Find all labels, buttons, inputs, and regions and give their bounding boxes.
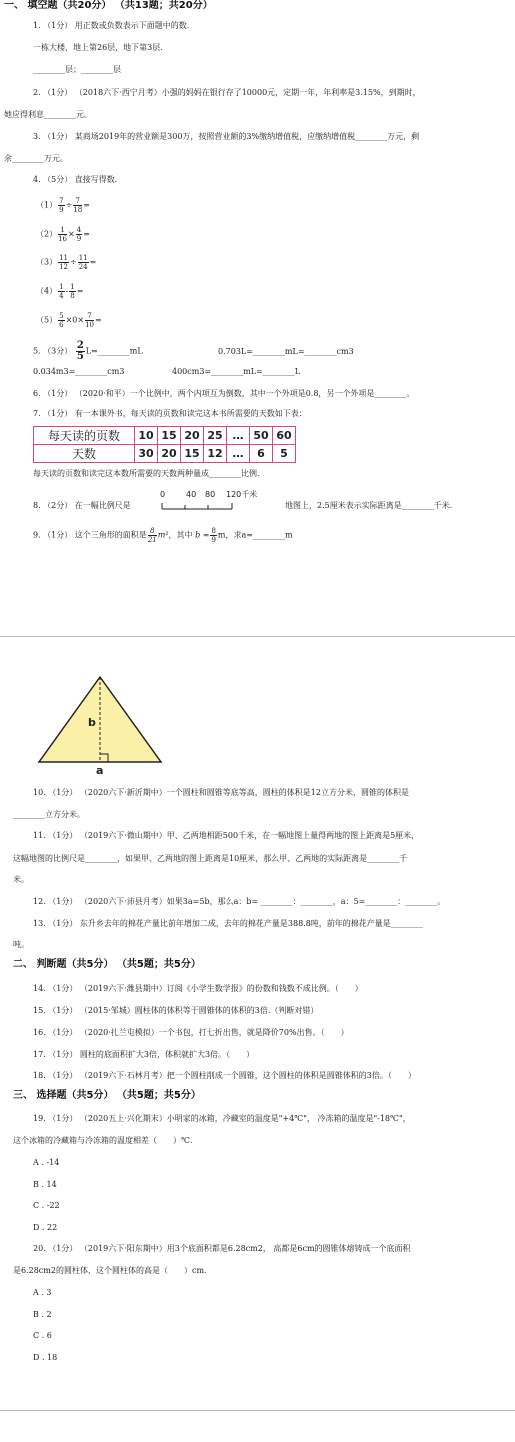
table-cell: 15 bbox=[181, 445, 204, 463]
scale-bar bbox=[160, 489, 270, 511]
table-cell: 20 bbox=[158, 445, 181, 463]
q4-item-5: （5） $\frac{5}{6}$ ×0× $\frac{7}{10}$ = bbox=[36, 312, 102, 329]
question-5-part-b: 0.703L=________mL=________cm3 bbox=[218, 347, 354, 356]
table-cell: 20 bbox=[181, 427, 204, 445]
question-7: 7. （1分） 有一本课外书，每天读的页数和读完这本书所需要的天数如下表： bbox=[33, 409, 307, 418]
question-12: 12. （1分） （2020六下·沛县月考）如果3a=5b，那么a：b= ________：________，a：5=________：________。 bbox=[33, 897, 446, 906]
table-cell: 12 bbox=[204, 445, 227, 463]
table-cell: … bbox=[227, 427, 250, 445]
question-10-cont: ________立方分米。 bbox=[13, 810, 85, 819]
question-13: 13. （1分） 东升乡去年的棉花产量比前年增加二成，去年的棉花产量是388.8吨，前年的棉花产量是________ bbox=[33, 919, 423, 928]
option-b: B . 14 bbox=[33, 1180, 57, 1189]
question-19-cont: 这个冰箱的冷藏箱与冷冻箱的温度相差（ ）℃. bbox=[13, 1136, 193, 1145]
page-divider bbox=[0, 1410, 515, 1411]
question-8: 8. （2分） 在一幅比例尺是 bbox=[33, 501, 131, 510]
question-19: 19. （1分） （2020五上·兴化期末）小明家的冰箱，冷藏室的温度是"+4℃"， 冷冻箱的温度是"-18℃"， bbox=[33, 1114, 411, 1123]
question-1-text: 一栋大楼，地上第26层，地下第3层. bbox=[33, 43, 163, 52]
question-4: 4. （5分） 直接写得数. bbox=[33, 175, 118, 184]
question-9: 9. （1分） 这个三角形的面积是 $\frac{8}{21}$ m²，其中 b = $\frac{8}{9}$ m，求a=________m bbox=[33, 527, 293, 544]
triangle-label-a: a bbox=[96, 764, 104, 777]
q4-item-3: （3） $\frac{11}{12}$ ÷ $\frac{11}{24}$ = bbox=[36, 254, 97, 271]
section-header-choice: 三、 选择题（共5分） （共5题；共5分） bbox=[13, 1090, 201, 1101]
question-2-cont: 她应得利息________元。 bbox=[4, 110, 92, 119]
table-cell: 6 bbox=[250, 445, 273, 463]
question-13-cont: 吨。 bbox=[13, 940, 29, 949]
table-cell: 60 bbox=[273, 427, 296, 445]
scale-tick-label: 40 bbox=[186, 490, 197, 499]
option-d: D . 22 bbox=[33, 1223, 58, 1232]
question-1: 1. （1分） 用正数或负数表示下面题中的数. bbox=[33, 21, 190, 30]
question-14: 14. （1分） （2019六下·潍县期中）订阅《小学生数学报》的份数和钱数不成比例。（ ） bbox=[33, 984, 363, 993]
table-row bbox=[34, 445, 296, 463]
q4-item-4: （4） $\frac{1}{4}$ - $\frac{1}{8}$ = bbox=[36, 283, 84, 300]
table-cell: 30 bbox=[135, 445, 158, 463]
section-header-fill-blank: 一、 填空题（共20分） （共13题；共20分） bbox=[4, 0, 213, 11]
question-3-cont: 余________万元。 bbox=[4, 154, 68, 163]
question-18: 18. （1分） （2019六下·石林月考）把一个圆柱削成一个圆锥，这个圆柱的体积是圆锥体积的3倍。（ ） bbox=[33, 1071, 416, 1080]
question-17: 17. （1分） 圆柱的底面积扩大3倍，体积就扩大3倍。（ ） bbox=[33, 1050, 255, 1059]
question-8-cont: 地图上，2.5厘米表示实际距离是________千米. bbox=[285, 501, 453, 510]
question-11-cont: 这幅地图的比例尺是________，如果甲、乙两地的图上距离是10厘米，那么甲、乙两地的实际距离是________千 bbox=[13, 854, 408, 863]
option-b: B . 2 bbox=[33, 1310, 52, 1319]
option-a: A . -14 bbox=[33, 1158, 60, 1167]
question-5: 5. （3分） $\frac{2}{5}$ L=________mL bbox=[33, 340, 143, 362]
question-10: 10. （1分） （2020六下·新沂期中）一个圆柱和圆锥等底等高，圆柱的体积是12立方分米，圆锥的体积是 bbox=[33, 788, 409, 797]
question-16: 16. （1分） （2020·扎兰屯模拟）一个书包，打七折出售，就是降价70%出售。（ ） bbox=[33, 1028, 349, 1037]
scale-tick-label: 120千米 bbox=[226, 490, 258, 499]
table-cell: 10 bbox=[135, 427, 158, 445]
table-cell: 15 bbox=[158, 427, 181, 445]
triangle-label-b: b bbox=[88, 716, 96, 729]
option-c: C . -22 bbox=[33, 1201, 60, 1210]
question-11-end: 米。 bbox=[13, 875, 29, 884]
scale-tick-label: 0 bbox=[160, 490, 166, 499]
question-5-part-d: 400cm3=________mL=________L bbox=[172, 367, 301, 376]
question-2: 2. （1分） （2018六下·西宁月考）小强的妈妈在银行存了10000元，定期一年，年利率是3.15%，到期时， bbox=[33, 88, 421, 97]
section-header-true-false: 二、 判断题（共5分） （共5题；共5分） bbox=[13, 959, 201, 970]
question-5-part-c: 0.034m3=________cm3 bbox=[33, 367, 125, 376]
q4-item-2: （2） $\frac{1}{16}$ × $\frac{4}{9}$ = bbox=[36, 226, 90, 243]
question-20-cont: 是6.28cm2的圆柱体，这个圆柱体的高是（ ）cm. bbox=[13, 1266, 207, 1275]
scale-ruler bbox=[160, 501, 270, 511]
table-cell: … bbox=[227, 445, 250, 463]
page-divider bbox=[0, 636, 515, 637]
question-3: 3. （1分） 某商场2019年的营业额是300万，按照营业额的3%缴纳增值税，应缴纳增值税________万元，剩 bbox=[33, 132, 420, 141]
table-row-label: 每天读的页数 bbox=[34, 427, 135, 445]
scale-tick-label: 80 bbox=[205, 490, 216, 499]
question-11: 11. （1分） （2019六下·微山期中）甲、乙两地相距500千米，在一幅地图上量得两地的图上距离是5厘米， bbox=[33, 831, 420, 840]
option-c: C . 6 bbox=[33, 1331, 52, 1340]
reading-table bbox=[33, 426, 296, 463]
table-row bbox=[34, 427, 296, 445]
question-15: 15. （1分） （2015·邹城）圆柱体的体积等于圆锥体的体积的3倍.（判断对错） bbox=[33, 1006, 319, 1015]
question-1-blanks: ________层；________层 bbox=[33, 65, 121, 74]
table-row-label: 天数 bbox=[34, 445, 135, 463]
option-d: D . 18 bbox=[33, 1353, 58, 1362]
table-cell: 5 bbox=[273, 445, 296, 463]
question-20: 20. （1分） （2019六下·阳东期中）用3个底面积都是6.28cm2， 高都是6cm的圆锥体熔铸成一个底面积 bbox=[33, 1244, 411, 1253]
table-cell: 50 bbox=[250, 427, 273, 445]
triangle-figure bbox=[36, 674, 164, 772]
q4-item-1: （1） $\frac{7}{9}$ ÷ $\frac{7}{18}$ = bbox=[36, 197, 90, 214]
question-6: 6. （1分） （2020·和平）一个比例中，两个内项互为倒数，其中一个外项是0.8，另一个外项是________。 bbox=[33, 389, 415, 398]
table-cell: 25 bbox=[204, 427, 227, 445]
question-7-answer: 每天读的页数和读完这本数所需要的天数两种量成________比例. bbox=[33, 469, 260, 478]
option-a: A . 3 bbox=[33, 1288, 52, 1297]
